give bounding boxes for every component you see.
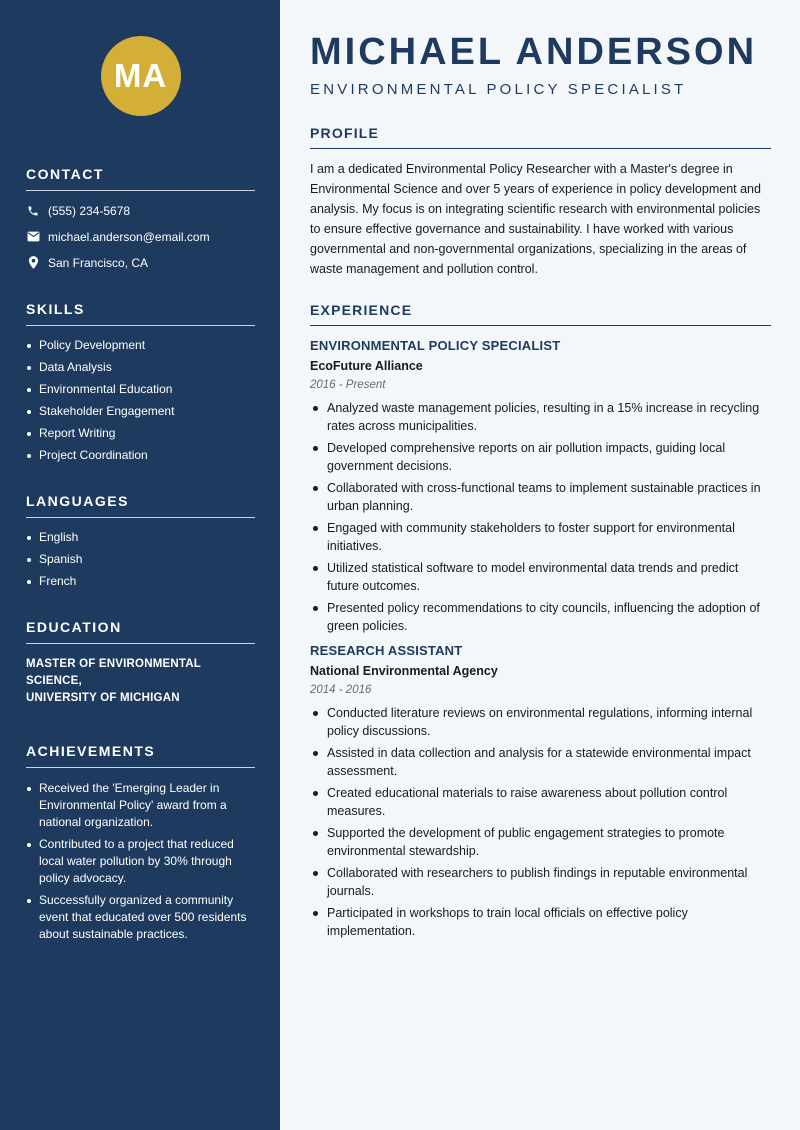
contact-section [26, 166, 255, 270]
languages-heading: LANGUAGES [26, 493, 255, 518]
location-pin-icon [26, 256, 40, 270]
job-bullet: Created educational materials to raise awareness about pollution control measures. [310, 784, 771, 820]
job-bullet: Developed comprehensive reports on air pollution impacts, guiding local government decisions. [310, 439, 771, 475]
contact-heading: CONTACT [26, 166, 255, 191]
language-item: Spanish [26, 552, 255, 567]
job-bullet: Utilized statistical software to model environmental data trends and predict future outcomes. [310, 559, 771, 595]
experience-heading: EXPERIENCE [310, 302, 771, 326]
contact-location [26, 255, 255, 270]
language-item: French [26, 574, 255, 589]
job-bullet: Supported the development of public engagement strategies to promote environmental stewardship. [310, 824, 771, 860]
skills-list [26, 338, 255, 463]
languages-section [26, 493, 255, 589]
candidate-name: MICHAEL ANDERSON [310, 31, 758, 73]
job-entry [310, 338, 771, 635]
achievements-list [26, 780, 255, 943]
job-dates: 2016 - Present [310, 379, 386, 391]
job-company: National Environmental Agency [310, 664, 498, 678]
achievement-item: Received the 'Emerging Leader in Environmental Policy' award from a national organization. [26, 780, 255, 831]
contact-email [26, 229, 255, 244]
profile-heading: PROFILE [310, 125, 771, 149]
profile-section [310, 125, 771, 279]
location-text: San Francisco, CA [48, 255, 149, 270]
avatar [101, 36, 181, 116]
education-heading: EDUCATION [26, 619, 255, 644]
job-dates: 2014 - 2016 [310, 684, 372, 696]
achievements-heading: ACHIEVEMENTS [26, 743, 255, 768]
job-title: RESEARCH ASSISTANT [310, 643, 463, 658]
main-content [280, 0, 800, 1130]
skill-item: Policy Development [26, 338, 255, 353]
skill-item: Environmental Education [26, 382, 255, 397]
skill-item: Project Coordination [26, 448, 255, 463]
email-text: michael.anderson@email.com [48, 229, 210, 244]
job-bullet: Analyzed waste management policies, resulting in a 15% increase in recycling rates across municipalities. [310, 399, 771, 435]
sidebar [0, 0, 280, 1130]
skill-item: Data Analysis [26, 360, 255, 375]
experience-section [310, 302, 771, 940]
skills-section [26, 301, 255, 463]
language-item: English [26, 530, 255, 545]
phone-icon [26, 204, 40, 218]
job-bullets [310, 704, 771, 940]
education-degree: MASTER OF ENVIRONMENTAL SCIENCE, [26, 658, 201, 687]
education-school: UNIVERSITY OF MICHIGAN [26, 692, 180, 704]
profile-text: I am a dedicated Environmental Policy Researcher with a Master's degree in Environmental Science and over 5 years of experience in policy development and analysis. My focus is on integrating scientific research with environmental policies to ensure effective governance and sustainability. I have worked with various governmental and non-governmental organizations, specializing in the areas of waste management and pollution control. [310, 162, 761, 276]
job-bullet: Conducted literature reviews on environmental regulations, informing internal policy discussions. [310, 704, 771, 740]
job-bullet: Collaborated with researchers to publish findings in reputable environmental journals. [310, 864, 771, 900]
email-icon [26, 230, 40, 244]
skill-item: Stakeholder Engagement [26, 404, 255, 419]
job-title: ENVIRONMENTAL POLICY SPECIALIST [310, 338, 561, 353]
job-bullet: Participated in workshops to train local officials on effective policy implementation. [310, 904, 771, 940]
job-bullet: Presented policy recommendations to city councils, influencing the adoption of green policies. [310, 599, 771, 635]
contact-phone [26, 203, 255, 218]
job-entry [310, 643, 771, 940]
avatar-initials: MA [113, 57, 168, 94]
phone-text: (555) 234-5678 [48, 203, 131, 218]
candidate-title: ENVIRONMENTAL POLICY SPECIALIST [310, 81, 687, 98]
job-company: EcoFuture Alliance [310, 359, 423, 373]
achievement-item: Successfully organized a community event that educated over 500 residents about sustainable practices. [26, 892, 255, 943]
job-bullet: Engaged with community stakeholders to foster support for environmental initiatives. [310, 519, 771, 555]
education-section [26, 619, 255, 707]
achievements-section [26, 743, 255, 943]
achievement-item: Contributed to a project that reduced local water pollution by 30% through policy advocacy. [26, 836, 255, 887]
job-bullet: Collaborated with cross-functional teams to implement sustainable practices in urban planning. [310, 479, 771, 515]
skills-heading: SKILLS [26, 301, 255, 326]
job-bullet: Assisted in data collection and analysis for a statewide environmental impact assessment. [310, 744, 771, 780]
languages-list [26, 530, 255, 589]
job-bullets [310, 399, 771, 635]
skill-item: Report Writing [26, 426, 255, 441]
